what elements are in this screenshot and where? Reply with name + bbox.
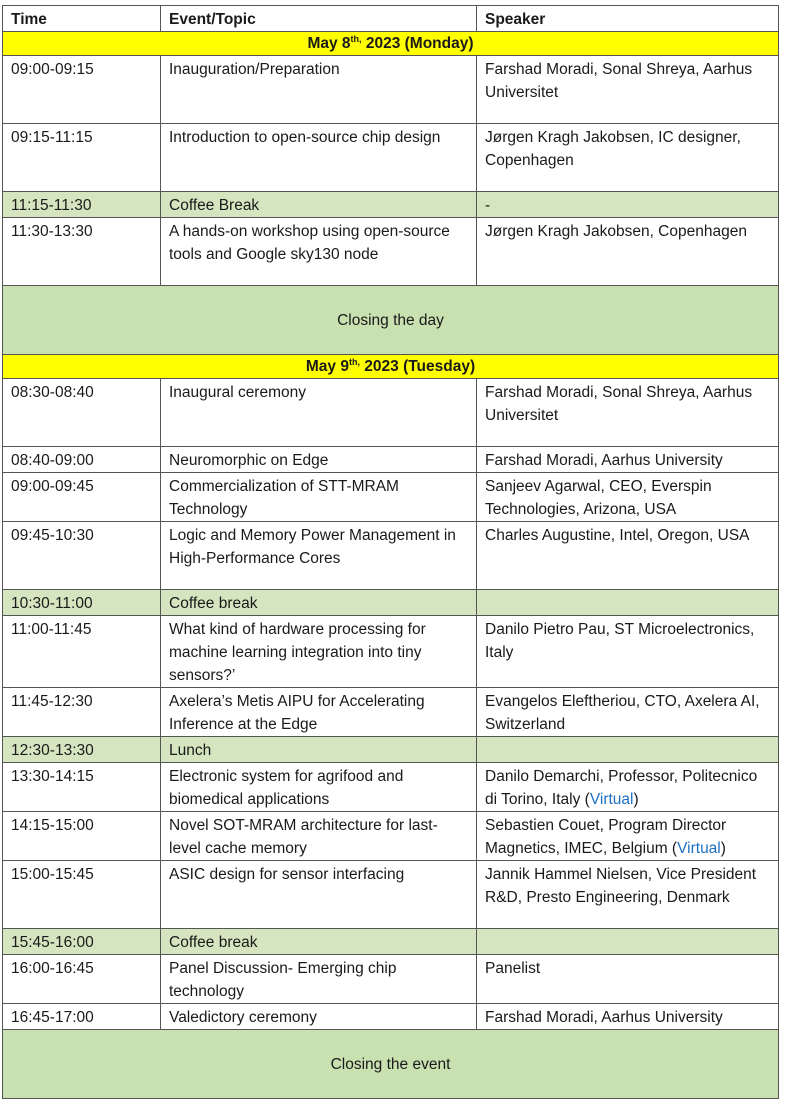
table-row xyxy=(3,56,779,124)
event-cell: Lunch xyxy=(161,737,477,763)
closing-text: Closing the day xyxy=(3,286,779,355)
time-cell: 16:45-17:00 xyxy=(3,1004,161,1030)
speaker-cell: Evangelos Eleftheriou, CTO, Axelera AI, Switzerland xyxy=(477,688,779,737)
closing-text: Closing the event xyxy=(3,1030,779,1099)
event-cell: Electronic system for agrifood and biomedical applications xyxy=(161,763,477,812)
header-time: Time xyxy=(3,6,161,32)
time-cell: 11:00-11:45 xyxy=(3,616,161,688)
table-row xyxy=(3,763,779,812)
table-row xyxy=(3,218,779,286)
event-cell: Coffee break xyxy=(161,929,477,955)
time-cell: 08:30-08:40 xyxy=(3,379,161,447)
table-row xyxy=(3,861,779,929)
speaker-cell: Farshad Moradi, Aarhus University xyxy=(477,447,779,473)
header-event: Event/Topic xyxy=(161,6,477,32)
time-cell: 15:00-15:45 xyxy=(3,861,161,929)
table-row xyxy=(3,812,779,861)
break-row xyxy=(3,929,779,955)
event-cell: Neuromorphic on Edge xyxy=(161,447,477,473)
time-cell: 09:45-10:30 xyxy=(3,522,161,590)
speaker-cell xyxy=(477,737,779,763)
day-date-rest: 2023 (Tuesday) xyxy=(359,358,476,375)
time-cell: 12:30-13:30 xyxy=(3,737,161,763)
event-cell: Panel Discussion- Emerging chip technology xyxy=(161,955,477,1004)
event-cell: Inaugural ceremony xyxy=(161,379,477,447)
table-row xyxy=(3,616,779,688)
time-cell: 08:40-09:00 xyxy=(3,447,161,473)
schedule-table xyxy=(2,5,779,1099)
time-cell: 11:15-11:30 xyxy=(3,192,161,218)
speaker-cell: Farshad Moradi, Aarhus University xyxy=(477,1004,779,1030)
closing-row-day xyxy=(3,286,779,355)
day-row-tuesday xyxy=(3,355,779,379)
day-date: May 8 xyxy=(307,35,351,52)
event-cell: What kind of hardware processing for machine learning integration into tiny sensors?’ xyxy=(161,616,477,688)
speaker-tail: ) xyxy=(720,840,726,857)
day-date-suffix: th, xyxy=(350,33,362,44)
event-cell: Valedictory ceremony xyxy=(161,1004,477,1030)
time-cell: 11:45-12:30 xyxy=(3,688,161,737)
speaker-cell: Panelist xyxy=(477,955,779,1004)
speaker-cell: Farshad Moradi, Sonal Shreya, Aarhus Universitet xyxy=(477,379,779,447)
speaker-tail: ) xyxy=(633,791,639,808)
event-cell: Introduction to open-source chip design xyxy=(161,124,477,192)
break-row xyxy=(3,737,779,763)
time-cell: 13:30-14:15 xyxy=(3,763,161,812)
time-cell: 10:30-11:00 xyxy=(3,590,161,616)
closing-row-event xyxy=(3,1030,779,1099)
time-cell: 09:15-11:15 xyxy=(3,124,161,192)
break-row xyxy=(3,192,779,218)
table-row xyxy=(3,955,779,1004)
speaker-cell xyxy=(477,763,779,812)
event-cell: Logic and Memory Power Management in High-Performance Cores xyxy=(161,522,477,590)
event-cell: Commercialization of STT-MRAM Technology xyxy=(161,473,477,522)
time-cell: 16:00-16:45 xyxy=(3,955,161,1004)
speaker-cell xyxy=(477,929,779,955)
break-row xyxy=(3,590,779,616)
event-cell: ASIC design for sensor interfacing xyxy=(161,861,477,929)
time-cell: 14:15-15:00 xyxy=(3,812,161,861)
day-heading xyxy=(3,32,779,56)
table-row xyxy=(3,473,779,522)
speaker-cell: Farshad Moradi, Sonal Shreya, Aarhus Universitet xyxy=(477,56,779,124)
speaker-cell: Jørgen Kragh Jakobsen, Copenhagen xyxy=(477,218,779,286)
speaker-cell: Jannik Hammel Nielsen, Vice President R&D, Presto Engineering, Denmark xyxy=(477,861,779,929)
speaker-text: Danilo Demarchi, Professor, Politecnico di Torino, Italy ( xyxy=(485,768,758,808)
event-cell: Coffee Break xyxy=(161,192,477,218)
table-row xyxy=(3,1004,779,1030)
virtual-label: Virtual xyxy=(677,840,721,857)
table-row xyxy=(3,522,779,590)
event-cell: Novel SOT-MRAM architecture for last-level cache memory xyxy=(161,812,477,861)
table-row xyxy=(3,688,779,737)
time-cell: 09:00-09:45 xyxy=(3,473,161,522)
speaker-cell: - xyxy=(477,192,779,218)
header-row xyxy=(3,6,779,32)
table-row xyxy=(3,379,779,447)
speaker-cell: Danilo Pietro Pau, ST Microelectronics, Italy xyxy=(477,616,779,688)
speaker-cell: Jørgen Kragh Jakobsen, IC designer, Copenhagen xyxy=(477,124,779,192)
header-speaker: Speaker xyxy=(477,6,779,32)
day-row-monday xyxy=(3,32,779,56)
event-cell: A hands-on workshop using open-source tools and Google sky130 node xyxy=(161,218,477,286)
event-cell: Coffee break xyxy=(161,590,477,616)
day-date: May 9 xyxy=(305,358,349,375)
table-row xyxy=(3,124,779,192)
speaker-cell xyxy=(477,812,779,861)
day-date-rest: 2023 (Monday) xyxy=(361,35,474,52)
speaker-cell: Charles Augustine, Intel, Oregon, USA xyxy=(477,522,779,590)
day-date-suffix: th, xyxy=(348,356,360,367)
time-cell: 09:00-09:15 xyxy=(3,56,161,124)
time-cell: 15:45-16:00 xyxy=(3,929,161,955)
virtual-label: Virtual xyxy=(589,791,634,808)
speaker-cell: Sanjeev Agarwal, CEO, Everspin Technologies, Arizona, USA xyxy=(477,473,779,522)
event-cell: Inauguration/Preparation xyxy=(161,56,477,124)
speaker-text: Sebastien Couet, Program Director Magnetics, IMEC, Belgium ( xyxy=(485,817,727,857)
speaker-cell xyxy=(477,590,779,616)
time-cell: 11:30-13:30 xyxy=(3,218,161,286)
day-heading xyxy=(3,355,779,379)
event-cell: Axelera’s Metis AIPU for Accelerating Inference at the Edge xyxy=(161,688,477,737)
table-row xyxy=(3,447,779,473)
